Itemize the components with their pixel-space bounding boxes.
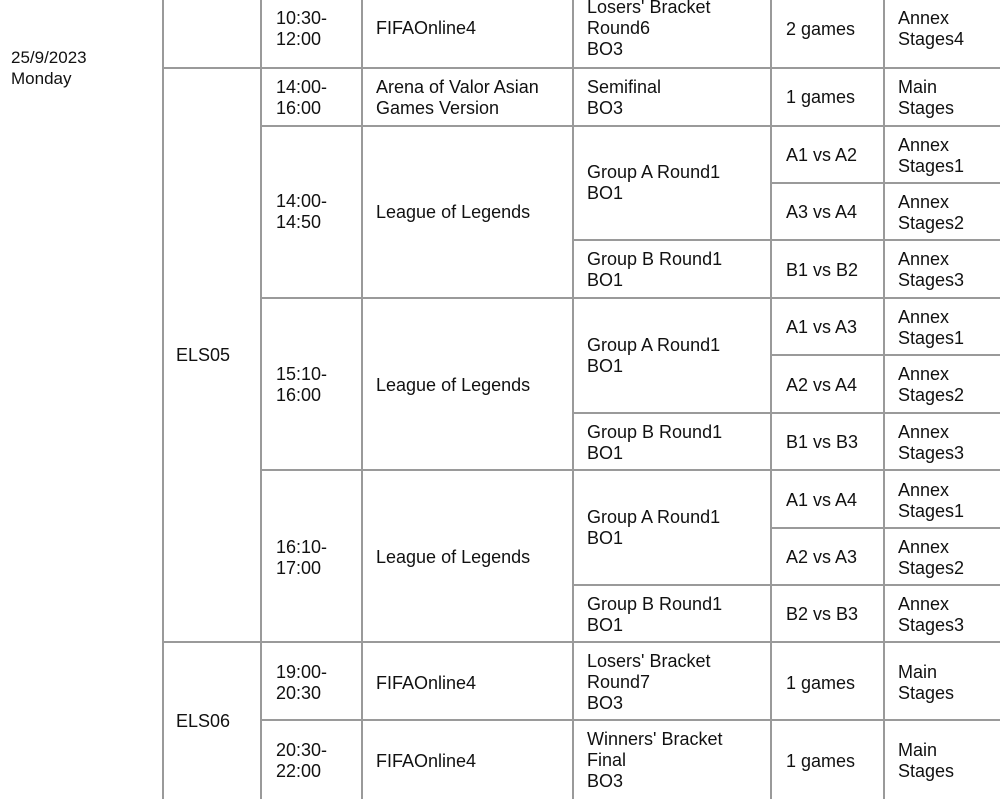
venue-cell: Main Stages: [898, 740, 955, 781]
stage-cell: Semifinal BO3: [587, 77, 662, 118]
venue-cell: Annex Stages1: [898, 135, 965, 176]
venue-cell: Annex Stages1: [898, 480, 965, 521]
grid-line: [260, 719, 1000, 721]
stage-cell: Group B Round1 BO1: [587, 594, 723, 635]
stage-cell: Losers' Bracket Round6 BO3: [587, 0, 711, 59]
grid-line: [361, 0, 363, 799]
venue-cell: Annex Stages1: [898, 307, 965, 348]
grid-line: [260, 297, 1000, 299]
games-cell: 1 games: [786, 87, 856, 107]
games-cell: 1 games: [786, 751, 856, 771]
stage-cell: Winners' Bracket Final BO3: [587, 729, 723, 791]
grid-line: [572, 0, 574, 799]
venue-cell: Annex Stages3: [898, 594, 965, 635]
grid-line: [162, 67, 1000, 69]
match-cell: A3 vs A4: [786, 202, 858, 222]
venue-cell: Annex Stages3: [898, 249, 965, 290]
match-cell: A1 vs A3: [786, 317, 858, 337]
grid-line: [162, 641, 1000, 643]
match-cell: B1 vs B3: [786, 432, 859, 452]
venue-cell: Main Stages: [898, 77, 955, 118]
stage-cell: Group A Round1 BO1: [587, 507, 721, 548]
stage-cell: Losers' Bracket Round7 BO3: [587, 651, 711, 713]
grid-line: [883, 0, 885, 799]
grid-line: [162, 0, 164, 799]
grid-line: [770, 354, 1000, 356]
venue-cell: Annex Stages3: [898, 422, 965, 463]
game-cell: League of Legends: [376, 375, 531, 395]
grid-line: [572, 584, 1000, 586]
grid-line: [770, 0, 772, 799]
time-cell: 14:00- 14:50: [276, 191, 328, 232]
time-cell: 14:00- 16:00: [276, 77, 328, 118]
stage-cell: Group A Round1 BO1: [587, 162, 721, 203]
game-cell: Arena of Valor Asian Games Version: [376, 77, 539, 118]
match-cell: A1 vs A4: [786, 490, 858, 510]
venue-cell: Annex Stages4: [898, 8, 965, 49]
venue-cell: Main Stages: [898, 662, 955, 703]
game-cell: FIFAOnline4: [376, 751, 477, 771]
match-cell: B1 vs B2: [786, 260, 859, 280]
time-cell: 15:10- 16:00: [276, 364, 328, 405]
time-cell: 19:00- 20:30: [276, 662, 328, 703]
session-label: ELS05: [176, 345, 231, 365]
game-cell: League of Legends: [376, 547, 531, 567]
time-cell: 10:30- 12:00: [276, 8, 328, 49]
time-cell: 16:10- 17:00: [276, 537, 328, 578]
match-cell: A2 vs A3: [786, 547, 858, 567]
grid-line: [770, 527, 1000, 529]
match-cell: A1 vs A2: [786, 145, 858, 165]
date-cell: 25/9/2023 Monday: [11, 48, 87, 88]
match-cell: A2 vs A4: [786, 375, 858, 395]
grid-line: [260, 125, 1000, 127]
venue-cell: Annex Stages2: [898, 364, 965, 405]
games-cell: 1 games: [786, 673, 856, 693]
stage-cell: Group A Round1 BO1: [587, 335, 721, 376]
time-cell: 20:30- 22:00: [276, 740, 328, 781]
grid-line: [572, 412, 1000, 414]
match-cell: B2 vs B3: [786, 604, 859, 624]
grid-line: [260, 469, 1000, 471]
grid-line: [770, 182, 1000, 184]
stage-cell: Group B Round1 BO1: [587, 422, 723, 463]
game-cell: FIFAOnline4: [376, 673, 477, 693]
session-label: ELS06: [176, 711, 231, 731]
stage-cell: Group B Round1 BO1: [587, 249, 723, 290]
venue-cell: Annex Stages2: [898, 537, 965, 578]
grid-line: [260, 0, 262, 799]
grid-line: [572, 239, 1000, 241]
games-cell: 2 games: [786, 19, 856, 39]
game-cell: FIFAOnline4: [376, 18, 477, 38]
game-cell: League of Legends: [376, 202, 531, 222]
venue-cell: Annex Stages2: [898, 192, 965, 233]
